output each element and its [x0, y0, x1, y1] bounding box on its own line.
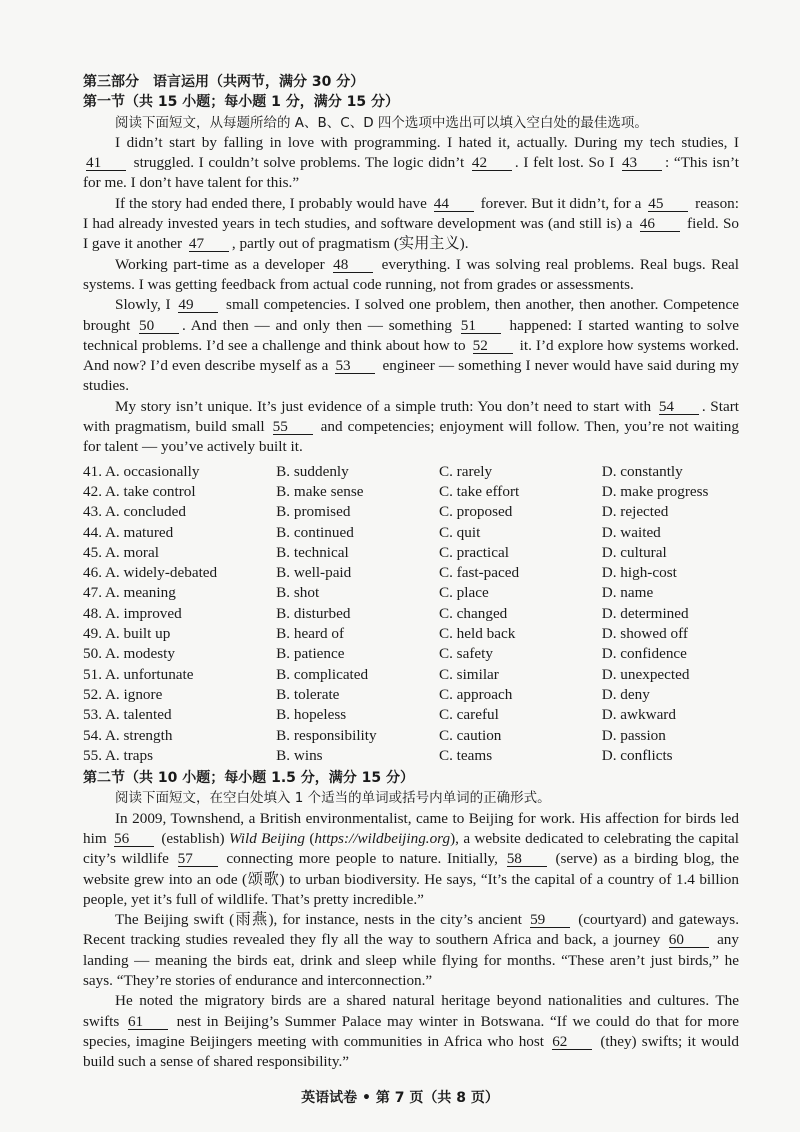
option-d[interactable]: D. waited [601, 523, 661, 541]
option-d[interactable]: D. cultural [601, 543, 667, 561]
option-d[interactable]: D. awkward [601, 706, 676, 724]
option-row [83, 502, 739, 522]
blank-55[interactable]: 55 [273, 419, 313, 435]
cloze-paragraph-2: If the story had ended there, I probably would have 44 forever. But it didn’t, for a 45 reason: I had already invested years in tech studies, and software development was (and still is) a 46 field. So I gave it another 47 , partly out of pragmatism (实用主义). [83, 194, 739, 253]
option-a[interactable]: 49. A. built up [83, 625, 171, 643]
option-row [83, 604, 739, 624]
option-c[interactable]: C. practical [438, 543, 509, 561]
option-d[interactable]: D. passion [601, 726, 666, 744]
option-d[interactable]: D. make progress [601, 482, 709, 500]
option-c[interactable]: C. careful [438, 706, 499, 724]
option-d[interactable]: D. unexpected [601, 665, 690, 683]
option-b[interactable]: B. continued [276, 523, 354, 541]
blank-45[interactable]: 45 [648, 196, 688, 212]
option-c[interactable]: C. proposed [438, 503, 513, 521]
blank-41[interactable]: 41 [86, 155, 126, 171]
option-d[interactable]: D. showed off [601, 625, 688, 643]
option-b[interactable]: B. disturbed [276, 604, 351, 622]
option-c[interactable]: C. approach [438, 685, 513, 703]
cloze-paragraph-1: I didn’t start by falling in love with programming. I hated it, actually. During my tech studies, I 41 struggled. I couldn’t solve problems. The logic didn’t 42 . I felt lost. So I 43 : “This isn’t for me. I don’t have talent for this.” [83, 133, 739, 192]
option-a[interactable]: 54. A. strength [83, 726, 173, 744]
option-c[interactable]: C. quit [438, 523, 481, 541]
option-a[interactable]: 52. A. ignore [83, 685, 163, 703]
option-row [83, 665, 739, 685]
option-b[interactable]: B. promised [276, 503, 351, 521]
blank-47[interactable]: 47 [189, 236, 229, 252]
option-b[interactable]: B. wins [276, 746, 323, 764]
option-row [83, 726, 739, 746]
option-row [83, 685, 739, 705]
blank-42[interactable]: 42 [472, 155, 512, 171]
section1-title: 第一节（共 15 小题；每小题 1 分，满分 15 分） [83, 94, 399, 111]
option-row [83, 583, 739, 603]
option-d[interactable]: D. confidence [601, 645, 687, 663]
option-a[interactable]: 45. A. moral [83, 543, 159, 561]
page-footer: 英语试卷 • 第 7 页（共 8 页） [301, 1090, 499, 1106]
option-d[interactable]: D. name [601, 584, 654, 602]
blank-61[interactable]: 61 [128, 1014, 168, 1030]
option-row [83, 746, 739, 766]
option-b[interactable]: B. responsibility [276, 726, 377, 744]
option-a[interactable]: 41. A. occasionally [83, 462, 200, 480]
option-b[interactable]: B. well-paid [276, 564, 352, 582]
option-c[interactable]: C. teams [438, 746, 493, 764]
section2-title: 第二节（共 10 小题；每小题 1.5 分，满分 15 分） [83, 770, 415, 787]
option-a[interactable]: 44. A. matured [83, 523, 174, 541]
option-c[interactable]: C. similar [438, 665, 499, 683]
option-row [83, 644, 739, 664]
option-c[interactable]: C. changed [438, 604, 508, 622]
grammar-paragraph-3: He noted the migratory birds are a shared natural heritage beyond nationalities and cultures. The swifts 61 nest in Beijing’s Summer Palace may winter in Botswana. “If we could do that for more species, imagine Beijingers meeting with communities in Africa who host 62 (they) swifts; it would build such a sense of shared responsibility.” [83, 992, 740, 1071]
option-a[interactable]: 48. A. improved [83, 604, 182, 622]
blank-50[interactable]: 50 [139, 318, 179, 334]
option-a[interactable]: 53. A. talented [83, 706, 172, 724]
option-a[interactable]: 46. A. widely-debated [83, 564, 218, 582]
option-c[interactable]: C. take effort [438, 482, 520, 500]
cloze-paragraph-3: Working part-time as a developer 48 everything. I was solving real problems. Real bugs. Real systems. I was getting feedback from actual code running, not from grades or assessments. [83, 255, 739, 293]
option-a[interactable]: 43. A. concluded [83, 503, 186, 521]
blank-52[interactable]: 52 [473, 338, 513, 354]
option-b[interactable]: B. technical [276, 543, 349, 561]
options-list [83, 462, 739, 766]
blank-43[interactable]: 43 [622, 155, 662, 171]
option-c[interactable]: C. fast-paced [438, 564, 520, 582]
option-a[interactable]: 42. A. take control [83, 482, 196, 500]
exam-page [83, 72, 739, 1073]
option-d[interactable]: D. deny [601, 685, 650, 703]
blank-54[interactable]: 54 [659, 399, 699, 415]
option-b[interactable]: B. make sense [276, 482, 364, 500]
option-row [83, 624, 739, 644]
option-b[interactable]: B. complicated [276, 665, 369, 683]
option-d[interactable]: D. rejected [601, 503, 669, 521]
section1-instruction: 阅读下面短文，从每题所给的 A、B、C、D 四个选项中选出可以填入空白处的最佳选项。 [115, 114, 648, 131]
grammar-paragraph-1: In 2009, Townshend, a British environmentalist, came to Beijing for work. His affection for birds led him 56 (establish) Wild Beijing (https://wildbeijing.org), a website dedicated to celebrating the capital city’s wildlife 57 connecting more people to nature. Initially, 58 (serve) as a birding blog, the website grew into an ode (颂歌) to urban biodiversity. He says, “It’s the capital of a country of 1.4 billion people, yet it’s full of wildlife. That’s pretty incredible.” [83, 809, 739, 908]
grammar-paragraph-2: The Beijing swift (雨燕), for instance, nests in the city’s ancient 59 (courtyard) and gateways. Recent tracking studies revealed they fly all the way to southern Africa and back, a journey 60 any landing — meaning the birds eat, drink and sleep while flying for months. “These aren’t just birds,” he says. “They’re stories of endurance and interconnection.” [83, 911, 739, 990]
blank-57[interactable]: 57 [178, 851, 218, 867]
option-a[interactable]: 55. A. traps [83, 746, 154, 764]
section2-instruction: 阅读下面短文，在空白处填入 1 个适当的单词或括号内单词的正确形式。 [115, 790, 551, 807]
blank-53[interactable]: 53 [335, 358, 375, 374]
option-b[interactable]: B. shot [276, 584, 320, 602]
option-d[interactable]: D. constantly [601, 462, 683, 480]
blank-49[interactable]: 49 [178, 297, 218, 313]
option-b[interactable]: B. patience [276, 645, 345, 663]
blank-58[interactable]: 58 [507, 851, 547, 867]
blank-44[interactable]: 44 [434, 196, 474, 212]
option-c[interactable]: C. caution [438, 726, 502, 744]
option-row [83, 705, 739, 725]
blank-59[interactable]: 59 [530, 912, 570, 928]
option-a[interactable]: 50. A. modesty [83, 645, 175, 663]
option-b[interactable]: B. suddenly [276, 462, 349, 480]
option-row [83, 462, 739, 482]
blank-51[interactable]: 51 [461, 318, 501, 334]
option-c[interactable]: C. safety [438, 645, 493, 663]
part-title: 第三部分 语言运用（共两节，满分 30 分） [83, 74, 365, 90]
blank-48[interactable]: 48 [333, 257, 373, 273]
option-b[interactable]: B. hopeless [276, 706, 347, 724]
cloze-paragraph-4: Slowly, I 49 small competencies. I solved one problem, then another, then another. Competence brought 50 . And then — and only then — something 51 happened: I started wanting to solve technical problems. I’d see a challenge and think about how to 52 it. I’d explore how systems worked. And now? I’d even describe myself as a 53 engineer — something I never would have said during my studies. [83, 296, 739, 395]
option-d[interactable]: D. high-cost [601, 564, 677, 582]
option-row [83, 523, 739, 543]
option-b[interactable]: B. heard of [276, 625, 345, 643]
blank-60[interactable]: 60 [669, 932, 709, 948]
option-row [83, 482, 739, 502]
option-c[interactable]: C. rarely [438, 462, 493, 480]
option-d[interactable]: D. determined [601, 604, 689, 622]
option-c[interactable]: C. place [438, 584, 489, 602]
option-row [83, 563, 739, 583]
option-d[interactable]: D. conflicts [601, 746, 673, 764]
option-row [83, 543, 739, 563]
blank-62[interactable]: 62 [552, 1034, 592, 1050]
option-c[interactable]: C. held back [438, 625, 516, 643]
blank-56[interactable]: 56 [114, 831, 154, 847]
blank-46[interactable]: 46 [640, 216, 680, 232]
option-b[interactable]: B. tolerate [276, 685, 340, 703]
cloze-paragraph-5: My story isn’t unique. It’s just evidence of a simple truth: You don’t need to start with 54 . Start with pragmatism, build small 55 and competencies; enjoyment will follow. Then, you’re not waiting for talent — you’ve actively built it. [83, 397, 739, 456]
option-a[interactable]: 51. A. unfortunate [83, 665, 194, 683]
option-a[interactable]: 47. A. meaning [83, 584, 176, 602]
